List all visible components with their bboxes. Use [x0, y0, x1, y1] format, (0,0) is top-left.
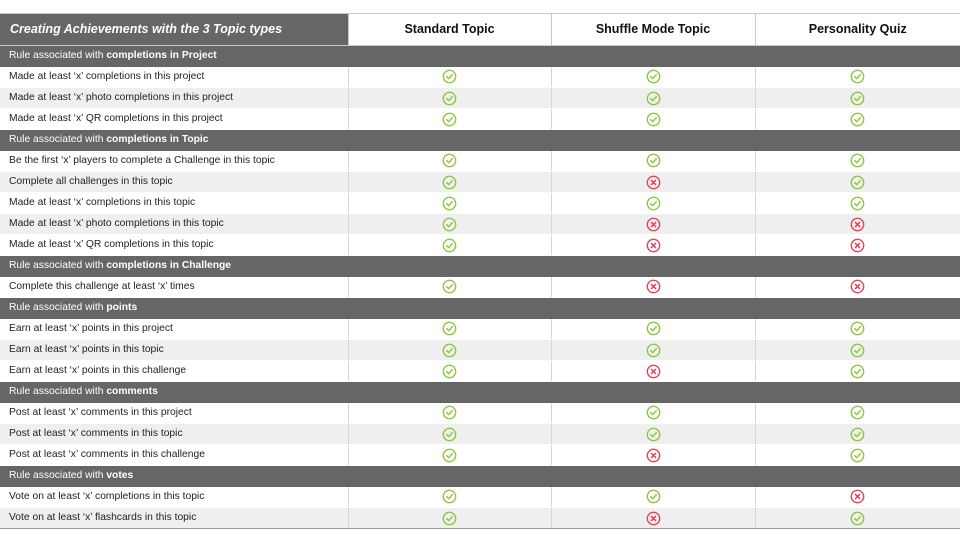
check-circle-icon — [442, 69, 457, 84]
cell-shuffle-mode-topic — [551, 235, 755, 256]
table-row — [0, 172, 960, 193]
cross-circle-icon — [646, 364, 661, 379]
cell-shuffle-mode-topic — [551, 445, 755, 466]
rule-label: Made at least ‘x’ photo completions in this topic — [0, 214, 348, 235]
rule-label: Post at least ‘x’ comments in this challenge — [0, 445, 348, 466]
table-row — [0, 319, 960, 340]
check-circle-icon — [646, 427, 661, 442]
section-prefix: Rule associated with — [9, 386, 107, 398]
cross-circle-icon — [850, 279, 865, 294]
cell-standard-topic — [348, 193, 551, 214]
check-circle-icon — [646, 321, 661, 336]
cell-personality-quiz — [755, 109, 960, 130]
check-circle-icon — [442, 448, 457, 463]
cell-shuffle-mode-topic — [551, 67, 755, 88]
cross-circle-icon — [850, 217, 865, 232]
cell-personality-quiz — [755, 424, 960, 445]
cell-standard-topic — [348, 424, 551, 445]
check-circle-icon — [646, 405, 661, 420]
table-row — [0, 88, 960, 109]
table-row — [0, 340, 960, 361]
cross-circle-icon — [646, 448, 661, 463]
header-row — [0, 14, 960, 46]
cell-shuffle-mode-topic — [551, 109, 755, 130]
cell-standard-topic — [348, 487, 551, 508]
table-row — [0, 445, 960, 466]
table-row — [0, 424, 960, 445]
cell-standard-topic — [348, 172, 551, 193]
cell-personality-quiz — [755, 151, 960, 172]
section-prefix: Rule associated with — [9, 470, 107, 482]
cell-standard-topic — [348, 445, 551, 466]
section-topic: votes — [106, 470, 134, 482]
column-header-shuffle-mode-topic: Shuffle Mode Topic — [551, 14, 755, 46]
check-circle-icon — [442, 279, 457, 294]
check-circle-icon — [850, 511, 865, 526]
section-header-row — [0, 46, 960, 67]
check-circle-icon — [646, 112, 661, 127]
cell-shuffle-mode-topic — [551, 193, 755, 214]
cell-shuffle-mode-topic — [551, 214, 755, 235]
section-topic: comments — [106, 386, 158, 398]
table-row — [0, 508, 960, 529]
check-circle-icon — [442, 238, 457, 253]
rule-label: Post at least ‘x’ comments in this project — [0, 403, 348, 424]
check-circle-icon — [442, 91, 457, 106]
section-topic: points — [106, 302, 138, 314]
check-circle-icon — [442, 321, 457, 336]
section-prefix: Rule associated with — [9, 302, 107, 314]
cell-standard-topic — [348, 88, 551, 109]
section-prefix: Rule associated with — [9, 50, 107, 62]
cell-standard-topic — [348, 151, 551, 172]
check-circle-icon — [850, 343, 865, 358]
rule-label: Made at least ‘x’ photo completions in this project — [0, 88, 348, 109]
table-row — [0, 67, 960, 88]
cell-personality-quiz — [755, 340, 960, 361]
check-circle-icon — [442, 196, 457, 211]
table-row — [0, 361, 960, 382]
cell-shuffle-mode-topic — [551, 88, 755, 109]
table-row — [0, 151, 960, 172]
check-circle-icon — [850, 69, 865, 84]
rule-label: Be the first ‘x’ players to complete a Challenge in this topic — [0, 151, 348, 172]
cell-shuffle-mode-topic — [551, 487, 755, 508]
cell-personality-quiz — [755, 487, 960, 508]
check-circle-icon — [442, 153, 457, 168]
check-circle-icon — [850, 448, 865, 463]
cell-shuffle-mode-topic — [551, 277, 755, 298]
cell-personality-quiz — [755, 403, 960, 424]
check-circle-icon — [442, 217, 457, 232]
cell-personality-quiz — [755, 361, 960, 382]
cell-standard-topic — [348, 361, 551, 382]
cross-circle-icon — [646, 279, 661, 294]
check-circle-icon — [850, 112, 865, 127]
section-header-row — [0, 466, 960, 487]
cell-standard-topic — [348, 235, 551, 256]
cell-personality-quiz — [755, 214, 960, 235]
cell-shuffle-mode-topic — [551, 172, 755, 193]
section-topic: completions in Topic — [106, 134, 209, 146]
rule-label: Complete all challenges in this topic — [0, 172, 348, 193]
check-circle-icon — [442, 343, 457, 358]
table-row — [0, 487, 960, 508]
section-topic: completions in Challenge — [106, 260, 232, 272]
table-row — [0, 277, 960, 298]
rule-label: Vote on at least ‘x’ flashcards in this topic — [0, 508, 348, 529]
check-circle-icon — [442, 427, 457, 442]
check-circle-icon — [442, 175, 457, 190]
section-header-row — [0, 382, 960, 403]
section-header — [0, 466, 960, 487]
cross-circle-icon — [850, 238, 865, 253]
cell-standard-topic — [348, 214, 551, 235]
table-row — [0, 214, 960, 235]
cross-circle-icon — [646, 217, 661, 232]
cell-standard-topic — [348, 67, 551, 88]
check-circle-icon — [646, 489, 661, 504]
cell-personality-quiz — [755, 445, 960, 466]
check-circle-icon — [850, 196, 865, 211]
section-header — [0, 382, 960, 403]
cell-personality-quiz — [755, 172, 960, 193]
column-header-personality-quiz: Personality Quiz — [755, 14, 960, 46]
cell-shuffle-mode-topic — [551, 151, 755, 172]
check-circle-icon — [850, 427, 865, 442]
cell-personality-quiz — [755, 193, 960, 214]
cell-personality-quiz — [755, 235, 960, 256]
cell-shuffle-mode-topic — [551, 361, 755, 382]
cell-personality-quiz — [755, 277, 960, 298]
rule-label: Made at least ‘x’ completions in this project — [0, 67, 348, 88]
cell-shuffle-mode-topic — [551, 340, 755, 361]
table-row — [0, 403, 960, 424]
rule-label: Earn at least ‘x’ points in this topic — [0, 340, 348, 361]
check-circle-icon — [646, 91, 661, 106]
section-header — [0, 298, 960, 319]
cell-shuffle-mode-topic — [551, 424, 755, 445]
cross-circle-icon — [646, 175, 661, 190]
rule-label: Post at least ‘x’ comments in this topic — [0, 424, 348, 445]
cell-standard-topic — [348, 340, 551, 361]
section-header-row — [0, 130, 960, 151]
check-circle-icon — [442, 112, 457, 127]
cell-personality-quiz — [755, 67, 960, 88]
check-circle-icon — [850, 91, 865, 106]
rule-label: Earn at least ‘x’ points in this project — [0, 319, 348, 340]
cell-shuffle-mode-topic — [551, 403, 755, 424]
section-prefix: Rule associated with — [9, 260, 107, 272]
cross-circle-icon — [646, 511, 661, 526]
cell-shuffle-mode-topic — [551, 319, 755, 340]
cell-standard-topic — [348, 109, 551, 130]
check-circle-icon — [646, 153, 661, 168]
rule-label: Made at least ‘x’ QR completions in this project — [0, 109, 348, 130]
section-topic: completions in Project — [106, 50, 217, 62]
cross-circle-icon — [850, 489, 865, 504]
section-header-row — [0, 298, 960, 319]
check-circle-icon — [850, 153, 865, 168]
check-circle-icon — [646, 69, 661, 84]
cell-personality-quiz — [755, 508, 960, 529]
cell-standard-topic — [348, 319, 551, 340]
column-header-standard-topic: Standard Topic — [348, 14, 551, 46]
cell-personality-quiz — [755, 88, 960, 109]
rule-label: Complete this challenge at least ‘x’ times — [0, 277, 348, 298]
table-row — [0, 235, 960, 256]
achievements-table — [0, 13, 960, 529]
cell-standard-topic — [348, 403, 551, 424]
check-circle-icon — [442, 364, 457, 379]
check-circle-icon — [850, 175, 865, 190]
check-circle-icon — [850, 364, 865, 379]
table-title: Creating Achievements with the 3 Topic types — [0, 14, 348, 46]
check-circle-icon — [442, 511, 457, 526]
table-row — [0, 193, 960, 214]
check-circle-icon — [442, 405, 457, 420]
cell-shuffle-mode-topic — [551, 508, 755, 529]
section-header — [0, 46, 960, 67]
section-header — [0, 130, 960, 151]
check-circle-icon — [442, 489, 457, 504]
check-circle-icon — [850, 405, 865, 420]
cell-personality-quiz — [755, 319, 960, 340]
table-row — [0, 109, 960, 130]
rule-label: Made at least ‘x’ QR completions in this topic — [0, 235, 348, 256]
cross-circle-icon — [646, 238, 661, 253]
rule-label: Vote on at least ‘x’ completions in this topic — [0, 487, 348, 508]
check-circle-icon — [646, 196, 661, 211]
section-prefix: Rule associated with — [9, 134, 107, 146]
cell-standard-topic — [348, 277, 551, 298]
check-circle-icon — [850, 321, 865, 336]
rule-label: Earn at least ‘x’ points in this challenge — [0, 361, 348, 382]
section-header — [0, 256, 960, 277]
cell-standard-topic — [348, 508, 551, 529]
check-circle-icon — [646, 343, 661, 358]
rule-label: Made at least ‘x’ completions in this topic — [0, 193, 348, 214]
section-header-row — [0, 256, 960, 277]
